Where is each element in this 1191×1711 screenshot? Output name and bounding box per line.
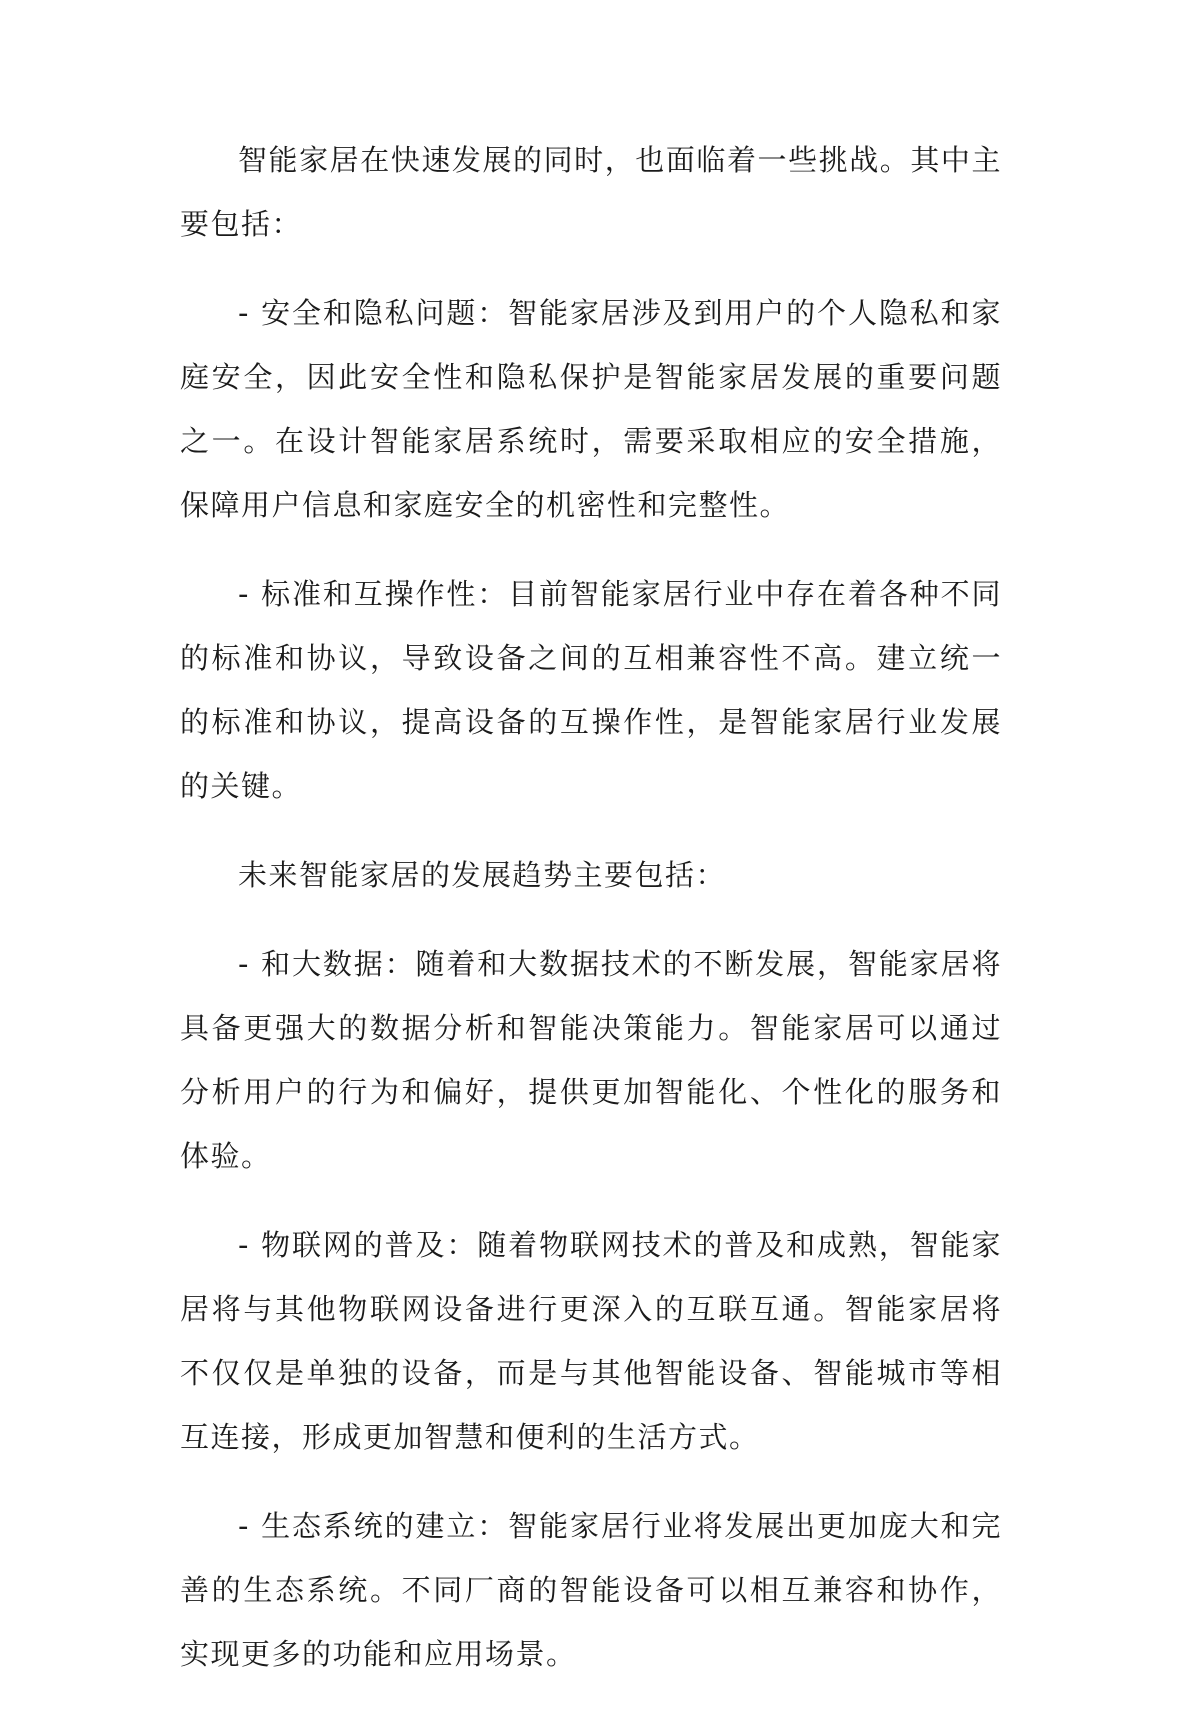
paragraph-big-data: - 和大数据：随着和大数据技术的不断发展，智能家居将具备更强大的数据分析和智能决策能力。智能家居可以通过分析用户的行为和偏好，提供更加智能化、个性化的服务和体验。 <box>180 947 1002 1173</box>
paragraph-iot: - 物联网的普及：随着物联网技术的普及和成熟，智能家居将与其他物联网设备进行更深入的互联互通。智能家居将不仅仅是单独的设备，而是与其他智能设备、智能城市等相互连接，形成更加智慧和便利的生活方式。 <box>180 1228 1002 1454</box>
document-body <box>180 128 1002 1711</box>
paragraph-standards-interop: - 标准和互操作性：目前智能家居行业中存在着各种不同的标准和协议，导致设备之间的互相兼容性不高。建立统一的标准和协议，提高设备的互操作性，是智能家居行业发展的关键。 <box>180 577 1002 803</box>
paragraph-trends-intro: 未来智能家居的发展趋势主要包括： <box>238 858 727 892</box>
paragraph-challenges-intro: 智能家居在快速发展的同时，也面临着一些挑战。其中主要包括： <box>180 143 1002 241</box>
paragraph-security-privacy: - 安全和隐私问题：智能家居涉及到用户的个人隐私和家庭安全，因此安全性和隐私保护是智能家居发展的重要问题之一。在设计智能家居系统时，需要采取相应的安全措施，保障用户信息和家庭安全的机密性和完整性。 <box>180 296 1002 522</box>
paragraph-ecosystem: - 生态系统的建立：智能家居行业将发展出更加庞大和完善的生态系统。不同厂商的智能设备可以相互兼容和协作，实现更多的功能和应用场景。 <box>180 1509 1002 1671</box>
